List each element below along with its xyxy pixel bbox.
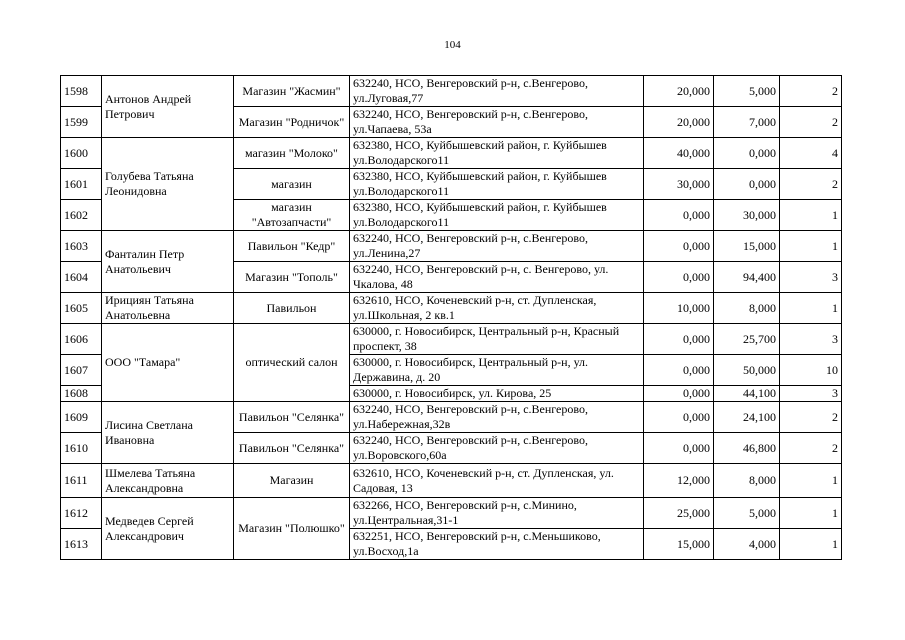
owner-name: Медведев Сергей Александрович (102, 498, 234, 560)
value-1: 0,000 (644, 433, 714, 464)
object-type: магазин "Молоко" (234, 138, 350, 169)
value-3: 1 (780, 464, 842, 498)
owner-name: Ирициян Татьяна Анатольевна (102, 293, 234, 324)
value-3: 4 (780, 138, 842, 169)
registry-table (60, 75, 842, 560)
value-1: 0,000 (644, 402, 714, 433)
value-3: 3 (780, 262, 842, 293)
row-number: 1605 (61, 293, 102, 324)
object-type: Магазин "Тополь" (234, 262, 350, 293)
object-type: магазин (234, 169, 350, 200)
value-2: 0,000 (714, 169, 780, 200)
value-2: 24,100 (714, 402, 780, 433)
row-number: 1600 (61, 138, 102, 169)
value-2: 5,000 (714, 76, 780, 107)
owner-name: Антонов Андрей Петрович (102, 76, 234, 138)
address: 630000, г. Новосибирск, Центральный р-н, Красный проспект, 38 (350, 324, 644, 355)
value-3: 1 (780, 293, 842, 324)
value-1: 15,000 (644, 529, 714, 560)
address: 632240, НСО, Венгеровский р-н, с.Венгерово, ул.Ленина,27 (350, 231, 644, 262)
value-1: 0,000 (644, 355, 714, 386)
address: 632610, НСО, Коченевский р-н, ст. Дупленская, ул. Садовая, 13 (350, 464, 644, 498)
owner-name: Голубева Татьяна Леонидовна (102, 138, 234, 231)
table-row (61, 498, 842, 529)
row-number: 1613 (61, 529, 102, 560)
object-type: магазин "Автозапчасти" (234, 200, 350, 231)
address: 630000, г. Новосибирск, Центральный р-н, ул. Державина, д. 20 (350, 355, 644, 386)
value-3: 2 (780, 107, 842, 138)
row-number: 1601 (61, 169, 102, 200)
object-type: Павильон "Кедр" (234, 231, 350, 262)
value-2: 5,000 (714, 498, 780, 529)
row-number: 1608 (61, 386, 102, 402)
address: 632251, НСО, Венгеровский р-н, с.Меньшиково, ул.Восход,1а (350, 529, 644, 560)
value-2: 8,000 (714, 293, 780, 324)
value-3: 1 (780, 200, 842, 231)
value-1: 12,000 (644, 464, 714, 498)
table-row (61, 324, 842, 355)
value-1: 20,000 (644, 76, 714, 107)
address: 632380, НСО, Куйбышевский район, г. Куйбышев ул.Володарского11 (350, 169, 644, 200)
value-3: 1 (780, 498, 842, 529)
address: 630000, г. Новосибирск, ул. Кирова, 25 (350, 386, 644, 402)
value-2: 4,000 (714, 529, 780, 560)
row-number: 1606 (61, 324, 102, 355)
value-1: 30,000 (644, 169, 714, 200)
value-1: 10,000 (644, 293, 714, 324)
object-type: Павильон (234, 293, 350, 324)
value-2: 7,000 (714, 107, 780, 138)
page-number: 104 (444, 39, 461, 51)
value-2: 8,000 (714, 464, 780, 498)
row-number: 1612 (61, 498, 102, 529)
value-1: 0,000 (644, 200, 714, 231)
address: 632240, НСО, Венгеровский р-н, с.Венгерово, ул.Воровского,60а (350, 433, 644, 464)
value-3: 10 (780, 355, 842, 386)
address: 632380, НСО, Куйбышевский район, г. Куйбышев ул.Володарского11 (350, 138, 644, 169)
value-1: 40,000 (644, 138, 714, 169)
address: 632240, НСО, Венгеровский р-н, с. Венгерово, ул. Чкалова, 48 (350, 262, 644, 293)
table-row (61, 138, 842, 169)
row-number: 1599 (61, 107, 102, 138)
value-3: 2 (780, 76, 842, 107)
row-number: 1598 (61, 76, 102, 107)
value-3: 3 (780, 324, 842, 355)
address: 632380, НСО, Куйбышевский район, г. Куйбышев ул.Володарского11 (350, 200, 644, 231)
value-3: 2 (780, 169, 842, 200)
object-type: Магазин (234, 464, 350, 498)
object-type: Павильон "Селянка" (234, 433, 350, 464)
object-type: оптический салон (234, 324, 350, 402)
table-row (61, 402, 842, 433)
table-row (61, 464, 842, 498)
value-2: 30,000 (714, 200, 780, 231)
address: 632240, НСО, Венгеровский р-н, с.Венгерово, ул.Набережная,32в (350, 402, 644, 433)
owner-name: ООО "Тамара" (102, 324, 234, 402)
value-2: 0,000 (714, 138, 780, 169)
address: 632240, НСО, Венгеровский р-н, с.Венгерово, ул.Чапаева, 53а (350, 107, 644, 138)
value-3: 1 (780, 231, 842, 262)
value-1: 0,000 (644, 386, 714, 402)
owner-name: Фанталин Петр Анатольевич (102, 231, 234, 293)
table-row (61, 76, 842, 107)
value-3: 3 (780, 386, 842, 402)
value-1: 20,000 (644, 107, 714, 138)
value-3: 2 (780, 402, 842, 433)
owner-name: Лисина Светлана Ивановна (102, 402, 234, 464)
address: 632266, НСО, Венгеровский р-н, с.Минино, ул.Центральная,31-1 (350, 498, 644, 529)
table-row (61, 293, 842, 324)
value-1: 0,000 (644, 231, 714, 262)
row-number: 1604 (61, 262, 102, 293)
row-number: 1610 (61, 433, 102, 464)
value-2: 44,100 (714, 386, 780, 402)
address: 632610, НСО, Коченевский р-н, ст. Дупленская, ул.Школьная, 2 кв.1 (350, 293, 644, 324)
row-number: 1602 (61, 200, 102, 231)
value-2: 50,000 (714, 355, 780, 386)
value-2: 46,800 (714, 433, 780, 464)
row-number: 1607 (61, 355, 102, 386)
value-2: 15,000 (714, 231, 780, 262)
value-1: 25,000 (644, 498, 714, 529)
object-type: Магазин "Полюшко" (234, 498, 350, 560)
object-type: Магазин "Родничок" (234, 107, 350, 138)
value-2: 25,700 (714, 324, 780, 355)
owner-name: Шмелева Татьяна Александровна (102, 464, 234, 498)
value-3: 2 (780, 433, 842, 464)
object-type: Магазин "Жасмин" (234, 76, 350, 107)
row-number: 1609 (61, 402, 102, 433)
value-3: 1 (780, 529, 842, 560)
address: 632240, НСО, Венгеровский р-н, с.Венгерово, ул.Луговая,77 (350, 76, 644, 107)
object-type: Павильон "Селянка" (234, 402, 350, 433)
value-2: 94,400 (714, 262, 780, 293)
value-1: 0,000 (644, 262, 714, 293)
table-row (61, 231, 842, 262)
row-number: 1603 (61, 231, 102, 262)
row-number: 1611 (61, 464, 102, 498)
value-1: 0,000 (644, 324, 714, 355)
